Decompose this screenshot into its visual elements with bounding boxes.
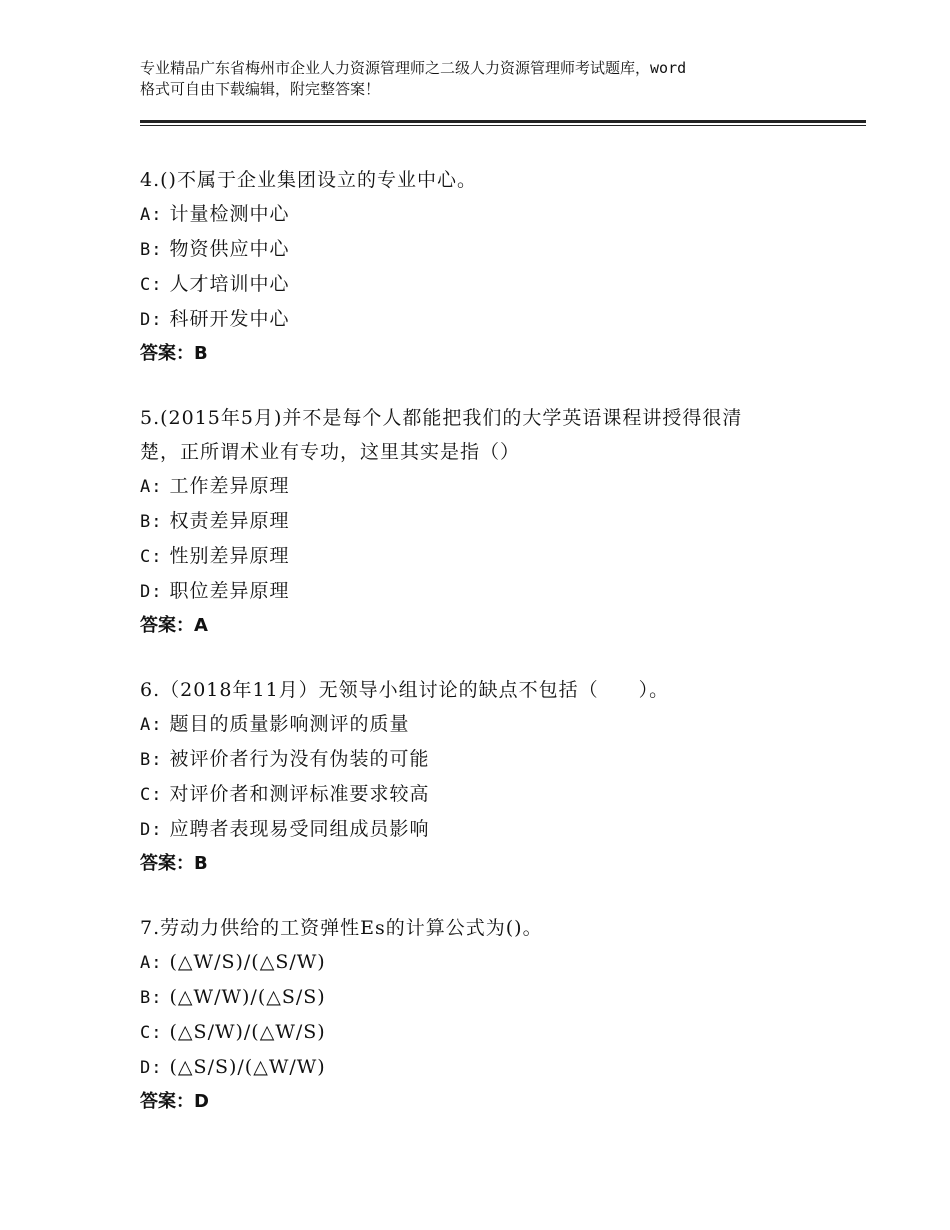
option-text: (△S/W)/(△W/S) (162, 1021, 326, 1043)
option-letter: D: (140, 582, 163, 602)
option-text: (△W/S)/(△S/W) (162, 951, 326, 973)
option-text: 应聘者表现易受同组成员影响 (162, 818, 430, 840)
option-b (140, 980, 840, 1015)
option-b (140, 742, 840, 777)
document-header (140, 58, 840, 100)
option-letter: A: (140, 205, 163, 225)
option-d (140, 302, 840, 337)
option-a (140, 197, 840, 232)
option-letter: C: (140, 275, 163, 295)
option-text: 计量检测中心 (162, 203, 290, 225)
question-stem: 6.（2018年11月）无领导小组讨论的缺点不包括（ ）。 (140, 679, 670, 701)
option-text: 人才培训中心 (162, 273, 290, 295)
option-text: 职位差异原理 (162, 580, 290, 602)
option-letter: B: (140, 750, 163, 770)
question-6 (140, 673, 840, 881)
question-5 (140, 401, 840, 643)
question-stem: 7.劳动力供给的工资弹性Es的计算公式为()。 (140, 917, 543, 939)
option-b (140, 232, 840, 267)
option-text: 性别差异原理 (162, 545, 290, 567)
option-a (140, 469, 840, 504)
option-text: 被评价者行为没有伪装的可能 (162, 748, 430, 770)
option-letter: D: (140, 310, 163, 330)
answer-line: 答案：D (140, 1091, 209, 1112)
option-a (140, 707, 840, 742)
option-text: 科研开发中心 (162, 308, 290, 330)
answer-line: 答案：B (140, 853, 208, 874)
option-letter: C: (140, 1023, 163, 1043)
option-text: 工作差异原理 (162, 475, 290, 497)
header-divider-thin (140, 125, 866, 126)
option-c (140, 777, 840, 812)
option-letter: C: (140, 785, 163, 805)
option-c (140, 539, 840, 574)
option-letter: B: (140, 988, 163, 1008)
answer-line: 答案：A (140, 615, 208, 636)
question-7 (140, 911, 840, 1119)
option-letter: D: (140, 820, 163, 840)
question-stem-line-1: 5.(2015年5月)并不是每个人都能把我们的大学英语课程讲授得很清 (140, 407, 743, 429)
option-letter: D: (140, 1058, 163, 1078)
option-text: 权责差异原理 (162, 510, 290, 532)
option-c (140, 267, 840, 302)
header-divider-thick (140, 120, 866, 123)
question-stem: 4.()不属于企业集团设立的专业中心。 (140, 169, 477, 191)
option-b (140, 504, 840, 539)
answer-line: 答案：B (140, 343, 208, 364)
option-letter: A: (140, 477, 163, 497)
header-line-2: 格式可自由下载编辑，附完整答案！ (140, 80, 381, 98)
option-d (140, 1050, 840, 1085)
option-text: 对评价者和测评标准要求较高 (162, 783, 430, 805)
option-d (140, 812, 840, 847)
option-letter: A: (140, 715, 163, 735)
option-text: (△S/S)/(△W/W) (162, 1056, 326, 1078)
header-line-1: 专业精品广东省梅州市企业人力资源管理师之二级人力资源管理师考试题库，word (140, 59, 687, 77)
option-text: 题目的质量影响测评的质量 (162, 713, 410, 735)
option-letter: B: (140, 240, 163, 260)
option-c (140, 1015, 840, 1050)
option-d (140, 574, 840, 609)
question-4 (140, 163, 840, 371)
option-text: (△W/W)/(△S/S) (162, 986, 326, 1008)
option-a (140, 945, 840, 980)
option-letter: A: (140, 953, 163, 973)
option-text: 物资供应中心 (162, 238, 290, 260)
option-letter: B: (140, 512, 163, 532)
option-letter: C: (140, 547, 163, 567)
question-list (140, 163, 840, 1149)
question-stem-line-2: 楚，正所谓术业有专功，这里其实是指（） (140, 441, 521, 463)
